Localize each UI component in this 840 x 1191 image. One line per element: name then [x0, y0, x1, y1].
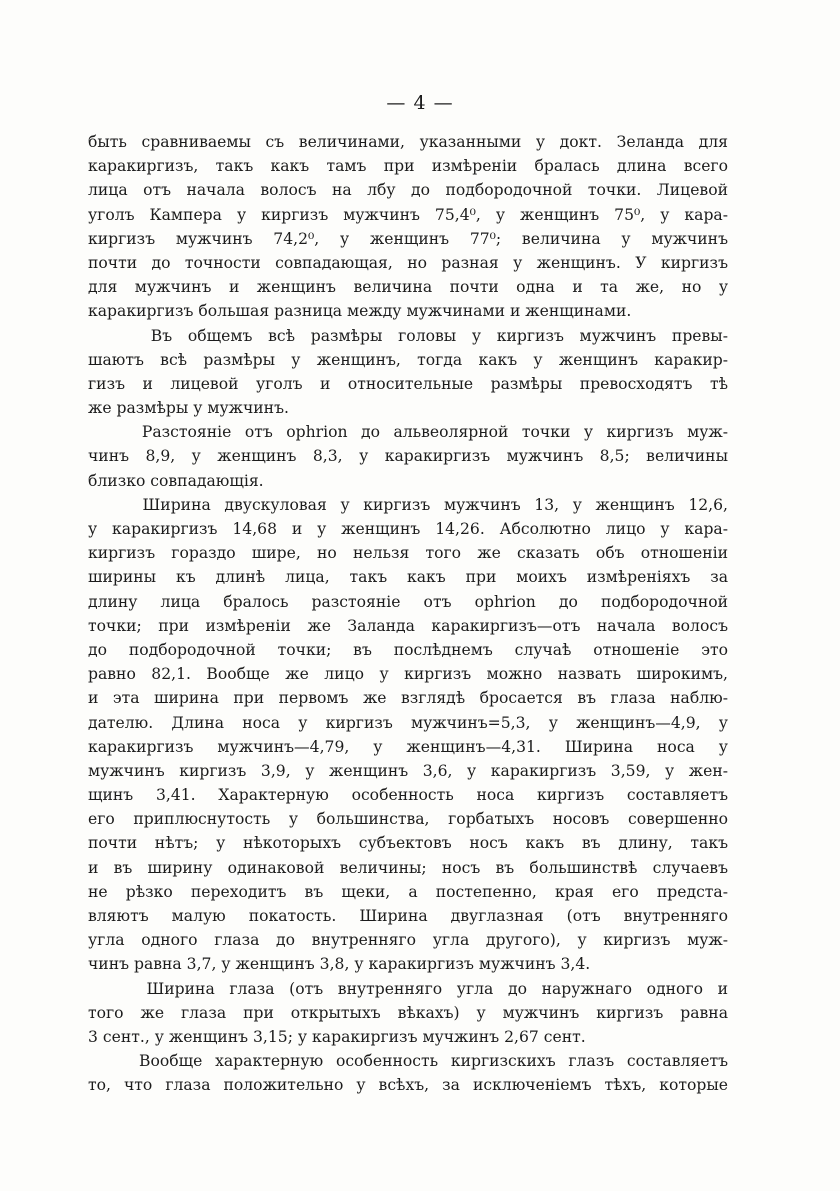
text-line: 3 сент., у женщинъ 3,15; у каракиргизъ мучжинъ 2,67 сент. — [88, 1027, 586, 1046]
text-line: дателю. Длина носа у киргизъ мужчинъ=5,3, у женщинъ—4,9, у — [88, 713, 728, 732]
text-line: близко совпадающiя. — [88, 471, 264, 490]
text-line: Ширина глаза (отъ внутренняго угла до наружнаго одного и — [88, 979, 728, 998]
text-line: равно 82,1. Вообще же лицо у киргизъ можно назвать широкимъ, — [88, 665, 728, 684]
text-line: каракиргизъ мужчинъ—4,79, у женщинъ—4,31. Ширина носа у — [88, 737, 728, 756]
paragraph — [88, 324, 728, 421]
text-line: гизъ и лицевой уголъ и относительные размѣры превосходятъ тѣ — [88, 374, 728, 393]
text-line: Разстоянiе отъ ophrion до альвеолярной точки у киргизъ муж- — [88, 423, 728, 442]
text-line: Вообще характерную особенность киргизскихъ глазъ составляетъ — [88, 1052, 728, 1071]
text-line: и въ ширину одинаковой величины; носъ въ большинствѣ случаевъ — [88, 858, 728, 877]
text-line: до подбородочной точки; въ послѣднемъ случаѣ отношенiе это — [88, 640, 728, 659]
text-line: Ширина двускуловая у киргизъ мужчинъ 13, у женщинъ 12,6, — [88, 495, 728, 514]
text-line: чинъ равна 3,7, у женщинъ 3,8, у каракиргизъ мужчинъ 3,4. — [88, 955, 591, 974]
text-line: то, что глаза положительно у всѣхъ, за исключенiемъ тѣхъ, которые — [88, 1076, 728, 1095]
paragraph — [88, 493, 728, 977]
text-line: и эта ширина при первомъ же взглядѣ бросается въ глаза наблю- — [88, 689, 728, 708]
text-line: длину лица бралось разстоянiе отъ ophrion до подбородочной — [88, 592, 728, 611]
text-line: лица отъ начала волосъ на лбу до подбородочной точки. Лицевой — [88, 181, 728, 200]
text-line: быть сравниваемы съ величинами, указанными у докт. Зеланда для — [88, 133, 728, 151]
text-line: мужчинъ киргизъ 3,9, у женщинъ 3,6, у каракиргизъ 3,59, у жен- — [88, 761, 728, 780]
text-line: киргизъ гораздо шире, но нельзя того же сказать объ отношенiи — [88, 544, 728, 563]
text-line: киргизъ мужчинъ 74,2⁰, у женщинъ 77⁰; величина у мужчинъ — [88, 229, 728, 248]
text-line: каракиргизъ, такъ какъ тамъ при измѣренiи бралась длина всего — [88, 157, 728, 176]
text-line: его приплюснутость у большинства, горбатыхъ носовъ совершенно — [88, 810, 728, 829]
text-line: чинъ 8,9, у женщинъ 8,3, у каракиргизъ мужчинъ 8,5; величины — [88, 447, 728, 466]
text-line: ширины къ длинѣ лица, такъ какъ при моихъ измѣренiяхъ за — [88, 568, 728, 587]
paragraph — [88, 1049, 728, 1097]
text-line: не рѣзко переходитъ въ щеки, а постепенно, края его предста- — [88, 882, 728, 901]
text-line: же размѣры у мужчинъ. — [88, 399, 289, 418]
page-number: — 4 — — [386, 92, 454, 114]
text-line: каракиргизъ большая разница между мужчинами и женщинами. — [88, 302, 632, 321]
text-line: вляютъ малую покатость. Ширина двуглазная (отъ внутренняго — [88, 907, 728, 925]
paragraph — [88, 130, 728, 324]
paragraph — [88, 977, 728, 1050]
text-line: Въ общемъ всѣ размѣры головы у киргизъ мужчинъ превы- — [88, 326, 728, 345]
text-line: почти нѣтъ; у нѣкоторыхъ субъектовъ носъ какъ въ длину, такъ — [88, 834, 728, 853]
text-line: для мужчинъ и женщинъ величина почти одна и та же, но у — [88, 278, 728, 297]
text-line: угла одного глаза до внутренняго угла другого), у киргизъ муж- — [88, 931, 728, 950]
text-line: уголъ Кампера у киргизъ мужчинъ 75,4⁰, у женщинъ 75⁰, у кара- — [88, 205, 728, 224]
body-text — [88, 130, 728, 1098]
text-line: того же глаза при открытыхъ вѣкахъ) у мужчинъ киргизъ равна — [88, 1003, 728, 1022]
paragraph — [88, 420, 728, 493]
text-line: точки; при измѣренiи же Заланда каракиргизъ—отъ начала волосъ — [88, 616, 728, 635]
text-line: щинъ 3,41. Характерную особенность носа киргизъ составляетъ — [88, 786, 728, 805]
text-line: у каракиргизъ 14,68 и у женщинъ 14,26. Абсолютно лицо у кара- — [88, 520, 728, 538]
text-line: шаютъ всѣ размѣры у женщинъ, тогда какъ у женщинъ каракир- — [88, 350, 728, 369]
text-line: почти до точности совпадающая, но разная у женщинъ. У киргизъ — [88, 253, 728, 272]
